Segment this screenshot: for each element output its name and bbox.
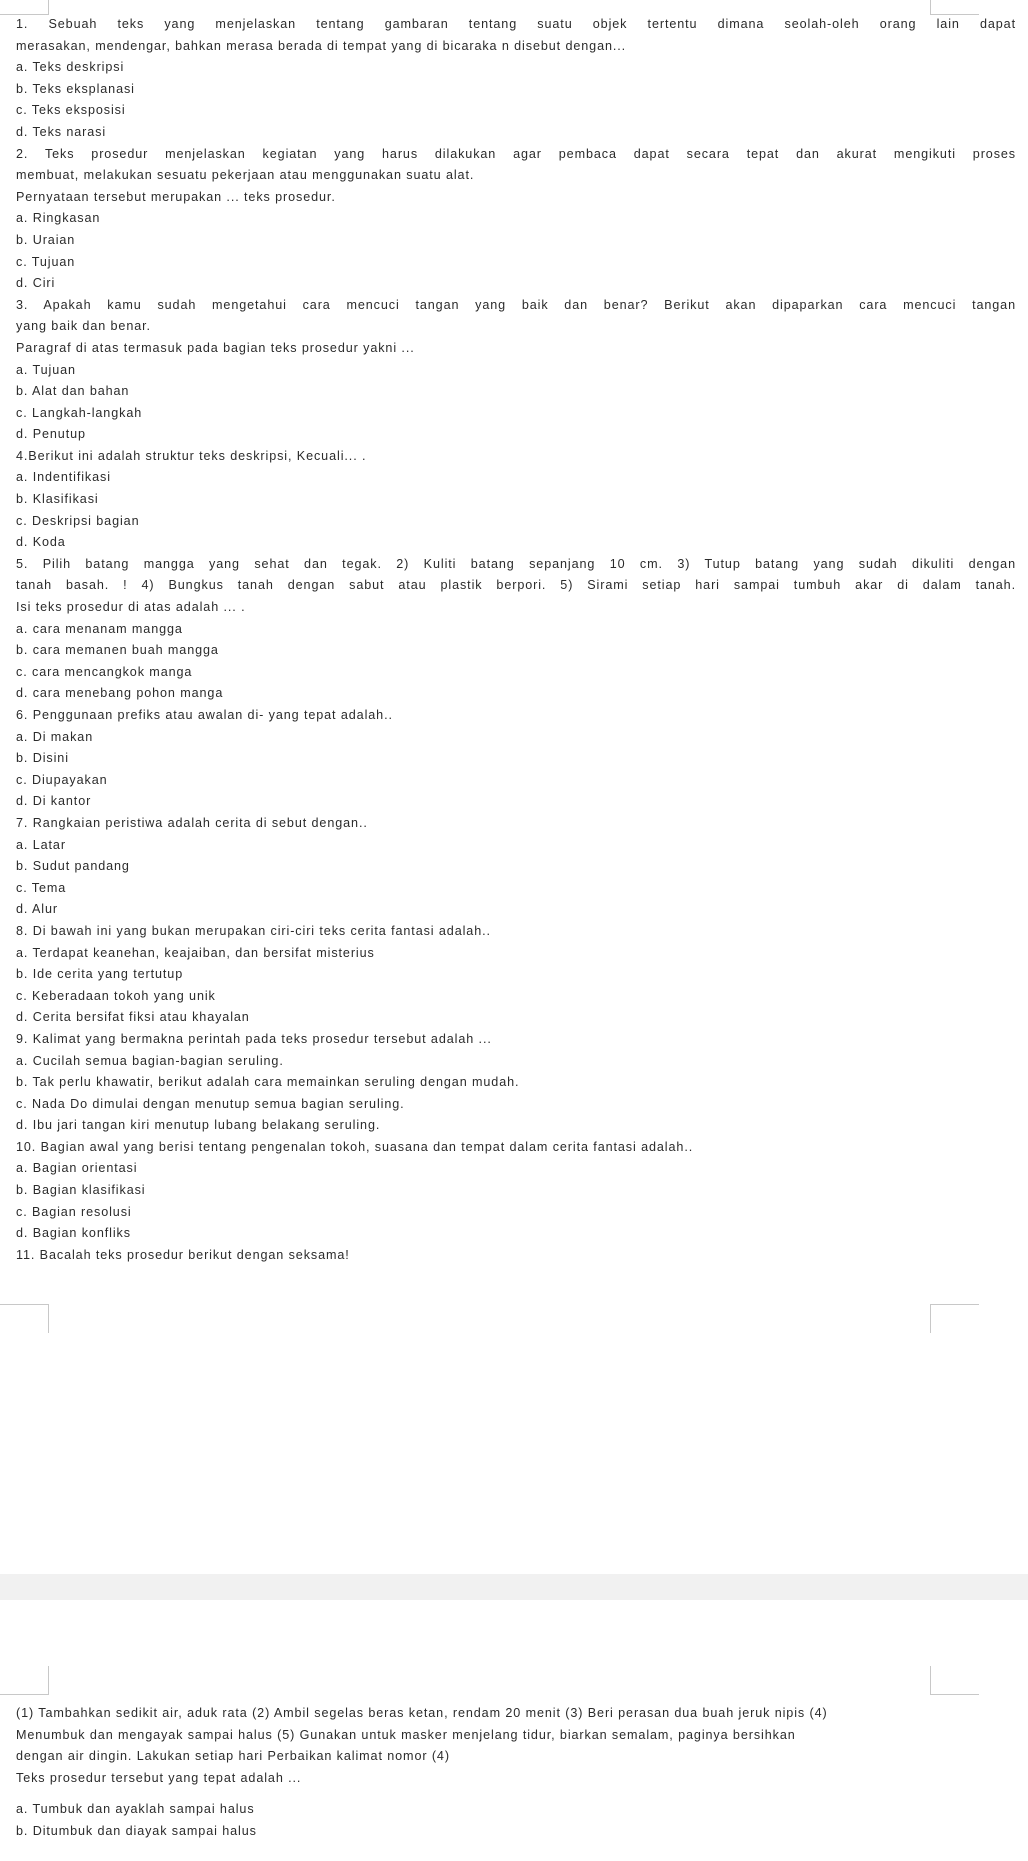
crop-mark-top-left xyxy=(0,1666,49,1695)
q1-option-b: b. Teks eksplanasi xyxy=(16,81,135,96)
q7-option-a: a. Latar xyxy=(16,837,66,852)
page-1-text xyxy=(16,14,1016,1266)
q10-option-a: a. Bagian orientasi xyxy=(16,1161,138,1176)
q11-option-b: b. Ditumbuk dan diayak sampai halus xyxy=(16,1823,257,1838)
q9-option-c: c. Nada Do dimulai dengan menutup semua bagian seruling. xyxy=(16,1096,405,1111)
q11-option-a: a. Tumbuk dan ayaklah sampai halus xyxy=(16,1802,255,1817)
page-2-text xyxy=(16,1703,1016,1843)
q3-option-a: a. Tujuan xyxy=(16,362,76,377)
q11-text-line-2: Menumbuk dan mengayak sampai halus (5) Gunakan untuk masker menjelang tidur, biarkan semalam, paginya bersihkan xyxy=(16,1727,796,1742)
q8-option-b: b. Ide cerita yang tertutup xyxy=(16,967,184,982)
q1-option-a: a. Teks deskripsi xyxy=(16,60,125,75)
q2-line-2: membuat, melakukan sesuatu pekerjaan atau menggunakan suatu alat. xyxy=(16,168,475,183)
q5-line-2: tanah basah. ! 4) Bungkus tanah dengan sabut atau plastik berpori. 5) Sirami setiap hari sampai tumbuh akar di dalam tanah. xyxy=(16,578,1016,593)
q6-line-1: 6. Penggunaan prefiks atau awalan di- yang tepat adalah.. xyxy=(16,708,393,722)
q4-option-c: c. Deskripsi bagian xyxy=(16,513,140,528)
q7-option-d: d. Alur xyxy=(16,902,59,917)
q6-option-c: c. Diupayakan xyxy=(16,772,108,787)
q3-option-d: d. Penutup xyxy=(16,427,86,442)
q1-option-c: c. Teks eksposisi xyxy=(16,103,126,118)
q2-option-a: a. Ringkasan xyxy=(16,211,101,226)
q2-option-c: c. Tujuan xyxy=(16,254,76,269)
q11-text-line-1: (1) Tambahkan sedikit air, aduk rata (2) Ambil segelas beras ketan, rendam 20 menit (3) Beri perasan dua buah jeruk nipis (4) xyxy=(16,1706,828,1720)
blank-line xyxy=(16,1789,1016,1799)
q2-option-d: d. Ciri xyxy=(16,276,56,291)
q8-option-a: a. Terdapat keanehan, keajaiban, dan bersifat misterius xyxy=(16,945,375,960)
q11-line-1: 11. Bacalah teks prosedur berikut dengan seksama! xyxy=(16,1247,350,1262)
q2-line-3: Pernyataan tersebut merupakan ... teks prosedur. xyxy=(16,189,336,204)
q7-line-1: 7. Rangkaian peristiwa adalah cerita di sebut dengan.. xyxy=(16,815,368,830)
q5-line-1: 5. Pilih batang mangga yang sehat dan tegak. 2) Kuliti batang sepanjang 10 cm. 3) Tutup batang yang sudah dikuliti dengan xyxy=(16,556,1016,571)
q9-option-d: d. Ibu jari tangan kiri menutup lubang belakang seruling. xyxy=(16,1118,381,1133)
q2-option-b: b. Uraian xyxy=(16,232,76,247)
q5-option-a: a. cara menanam mangga xyxy=(16,621,183,636)
q8-option-c: c. Keberadaan tokoh yang unik xyxy=(16,988,216,1003)
q1-line-1: 1. Sebuah teks yang menjelaskan tentang gambaran tentang suatu objek tertentu dimana seolah-oleh orang lain dapat xyxy=(16,17,1016,31)
q4-option-b: b. Klasifikasi xyxy=(16,492,99,507)
q9-line-1: 9. Kalimat yang bermakna perintah pada teks prosedur tersebut adalah ... xyxy=(16,1031,492,1046)
q1-line-2: merasakan, mendengar, bahkan merasa berada di tempat yang di bicaraka n disebut dengan... xyxy=(16,38,627,53)
q3-option-b: b. Alat dan bahan xyxy=(16,384,130,399)
q7-option-c: c. Tema xyxy=(16,880,67,895)
q4-option-a: a. Indentifikasi xyxy=(16,470,111,485)
q3-line-2: yang baik dan benar. xyxy=(16,319,151,334)
q1-option-d: d. Teks narasi xyxy=(16,124,107,139)
q6-option-d: d. Di kantor xyxy=(16,794,92,809)
q9-option-a: a. Cucilah semua bagian-bagian seruling. xyxy=(16,1053,284,1068)
q3-option-c: c. Langkah-langkah xyxy=(16,405,143,420)
q10-option-b: b. Bagian klasifikasi xyxy=(16,1183,146,1198)
q9-option-b: b. Tak perlu khawatir, berikut adalah cara memainkan seruling dengan mudah. xyxy=(16,1075,520,1090)
q4-line-1: 4.Berikut ini adalah struktur teks deskripsi, Kecuali... . xyxy=(16,448,367,463)
crop-mark-bottom-left xyxy=(0,1304,49,1333)
q3-line-1: 3. Apakah kamu sudah mengetahui cara mencuci tangan yang baik dan benar? Berikut akan dipaparkan cara mencuci tangan xyxy=(16,297,1016,312)
q5-line-3: Isi teks prosedur di atas adalah ... . xyxy=(16,600,246,615)
crop-mark-bottom-right xyxy=(930,1304,979,1333)
crop-mark-top-right xyxy=(930,0,979,15)
q10-option-d: d. Bagian konfliks xyxy=(16,1226,131,1241)
q10-line-1: 10. Bagian awal yang berisi tentang pengenalan tokoh, suasana dan tempat dalam cerita fantasi adalah.. xyxy=(16,1139,694,1154)
q7-option-b: b. Sudut pandang xyxy=(16,859,130,874)
q6-option-b: b. Disini xyxy=(16,751,69,766)
q2-line-1: 2. Teks prosedur menjelaskan kegiatan yang harus dilakukan agar pembaca dapat secara tepat dan akurat mengikuti proses xyxy=(16,146,1016,161)
q8-option-d: d. Cerita bersifat fiksi atau khayalan xyxy=(16,1010,250,1025)
q5-option-c: c. cara mencangkok manga xyxy=(16,664,193,679)
page-separator xyxy=(0,1574,1028,1600)
crop-mark-top-right xyxy=(930,1666,979,1695)
q3-line-3: Paragraf di atas termasuk pada bagian teks prosedur yakni ... xyxy=(16,340,415,355)
q6-option-a: a. Di makan xyxy=(16,729,94,744)
crop-mark-top-left xyxy=(0,0,49,15)
q5-option-b: b. cara memanen buah mangga xyxy=(16,643,219,658)
q11-question: Teks prosedur tersebut yang tepat adalah ... xyxy=(16,1770,302,1785)
q8-line-1: 8. Di bawah ini yang bukan merupakan ciri-ciri teks cerita fantasi adalah.. xyxy=(16,923,491,938)
q10-option-c: c. Bagian resolusi xyxy=(16,1204,132,1219)
q5-option-d: d. cara menebang pohon manga xyxy=(16,686,224,701)
q11-text-line-3: dengan air dingin. Lakukan setiap hari Perbaikan kalimat nomor (4) xyxy=(16,1749,450,1764)
q4-option-d: d. Koda xyxy=(16,535,66,550)
